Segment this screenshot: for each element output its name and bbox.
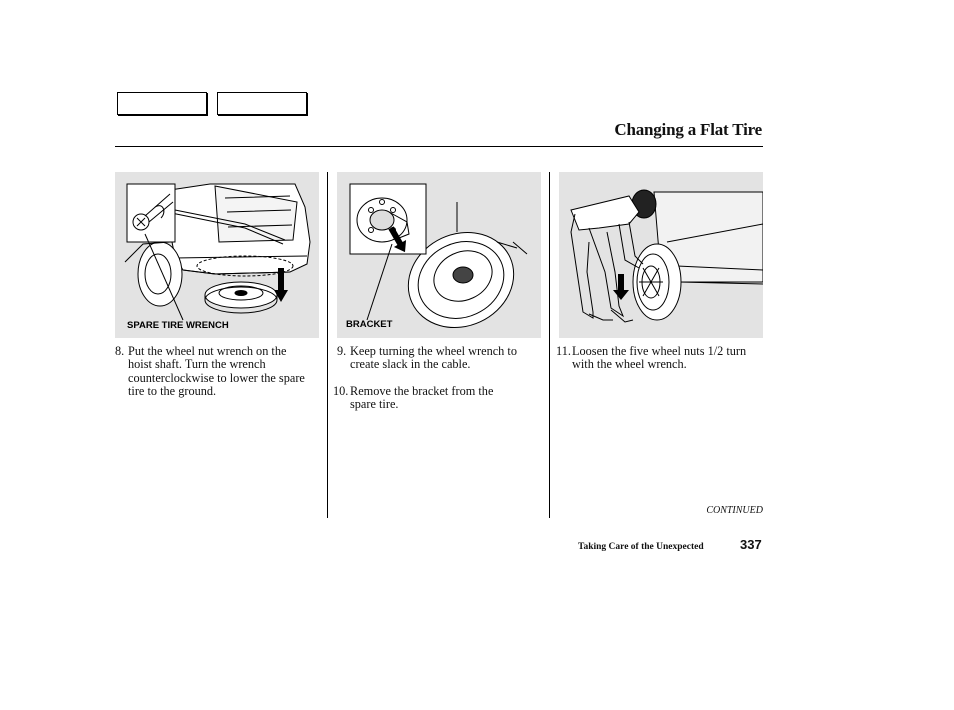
- figure-label: SPARE TIRE WRENCH: [127, 320, 229, 331]
- page-title: Changing a Flat Tire: [614, 120, 762, 139]
- car-rear-illustration: [115, 172, 319, 338]
- title-rule: [115, 146, 763, 147]
- step-text: Keep turning the wheel wrench to create slack in the cable.: [350, 344, 517, 372]
- nav-button-index[interactable]: [217, 92, 307, 115]
- step-text: Put the wheel nut wrench on the hoist shaft. Turn the wrench counterclockwise to lower the spare tire to the ground.: [128, 344, 305, 399]
- column-divider: [549, 172, 550, 518]
- step-number: 9.: [337, 344, 347, 358]
- step-number: 11.: [556, 344, 571, 358]
- figure-spare-tire-wrench: [115, 172, 319, 338]
- page-number: 337: [740, 537, 762, 552]
- figure-bracket: [337, 172, 541, 338]
- column-divider: [327, 172, 328, 518]
- spare-tire-bracket-illustration: [337, 172, 541, 338]
- step-text: Loosen the five wheel nuts 1/2 turn with the wheel wrench.: [572, 344, 747, 372]
- figure-label: BRACKET: [346, 319, 393, 330]
- section-title: Taking Care of the Unexpected: [578, 542, 704, 552]
- step-text: Remove the bracket from the spare tire.: [350, 384, 494, 412]
- step-number: 10.: [333, 384, 349, 398]
- continued-note: CONTINUED: [706, 505, 763, 516]
- figure-loosen-wheel-nuts: [559, 172, 763, 338]
- loosen-nuts-illustration: [559, 172, 763, 338]
- step-number: 8.: [115, 344, 125, 358]
- nav-button-contents[interactable]: [117, 92, 207, 115]
